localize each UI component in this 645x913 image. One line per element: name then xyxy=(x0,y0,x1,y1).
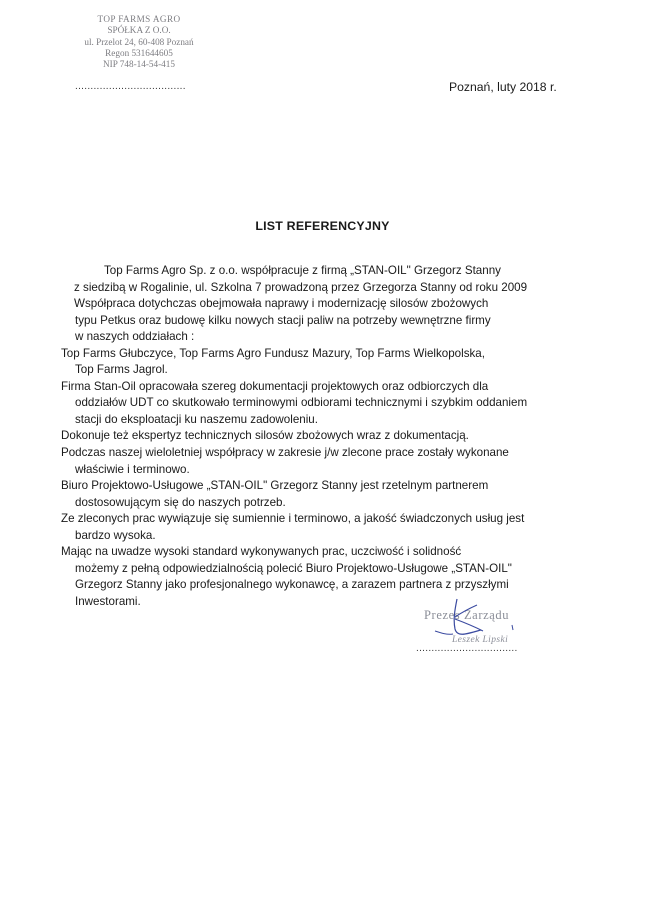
body-line: Współpraca dotychczas obejmowała naprawy i modernizację silosów zbożowych xyxy=(74,297,489,311)
body-line: dostosowującym się do naszych potrzeb. xyxy=(75,495,286,509)
signature-block xyxy=(395,595,555,665)
stamp-nip: NIP 748-14-54-415 xyxy=(103,59,175,70)
body-line: Inwestorami. xyxy=(75,594,141,608)
body-line: typu Petkus oraz budowę kilku nowych stacji paliw na potrzeby wewnętrzne firmy xyxy=(75,313,491,327)
body-line: Top Farms Głubczyce, Top Farms Agro Fundusz Mazury, Top Farms Wielkopolska, xyxy=(61,346,485,360)
body-line: z siedzibą w Rogalinie, ul. Szkolna 7 prowadzoną przez Grzegorza Stanny od roku 2009 xyxy=(74,280,528,294)
body-line: Ze zleconych prac wywiązuje się sumiennie i terminowo, a jakość świadczonych usług jest xyxy=(61,512,525,526)
signature-role-stamp: Prezes Zarządu xyxy=(424,608,510,622)
body-line: oddziałów UDT co skutkowało terminowymi odbiorami technicznymi i szybkim oddaniem xyxy=(75,396,528,410)
letter-title: LIST REFERENCYJNY xyxy=(255,219,390,233)
body-line: właściwie i terminowo. xyxy=(75,462,190,476)
stamp-regon: Regon 531644605 xyxy=(105,47,173,58)
body-line: Podczas naszej wieloletniej współpracy w zakresie j/w zlecone prace zostały wykonane xyxy=(61,446,509,460)
signature-name-stamp: Leszek Lipski xyxy=(452,635,509,645)
stamp-address: ul. Przelot 24, 60-408 Poznań xyxy=(84,36,194,47)
letter-date: Poznań, luty 2018 r. xyxy=(449,80,557,94)
body-line: Firma Stan-Oil opracowała szereg dokumentacji projektowych oraz odbiorczych dla xyxy=(61,379,489,393)
signature-dotted-line: ................................. xyxy=(416,643,518,654)
stamp-company-name: TOP FARMS AGRO xyxy=(97,14,181,24)
body-line: Grzegorz Stanny jako profesjonalnego wykonawcę, a zarazem partnera z przyszłymi xyxy=(75,578,509,592)
letter-body xyxy=(61,263,594,610)
body-line: możemy z pełną odpowiedzialnością polecić Biuro Projektowo-Usługowe „STAN-OIL" xyxy=(75,561,512,575)
body-line: stacji do eksploatacji ku naszemu zadowoleniu. xyxy=(75,412,318,426)
body-line: Biuro Projektowo-Usługowe „STAN-OIL" Grzegorz Stanny jest rzetelnym partnerem xyxy=(61,479,489,493)
body-line: Top Farms Jagrol. xyxy=(75,363,168,377)
stamp-dotted-line: .................................... xyxy=(75,81,186,92)
handwritten-signature xyxy=(395,595,555,665)
stamp-legal-form: SPÓŁKA Z O.O. xyxy=(107,25,171,36)
body-line: bardzo wysoka. xyxy=(75,528,156,542)
company-stamp xyxy=(72,14,206,70)
body-line: Mając na uwadze wysoki standard wykonywanych prac, uczciwość i solidność xyxy=(61,545,462,559)
body-line: w naszych oddziałach : xyxy=(75,330,195,344)
body-line: Dokonuje też ekspertyz technicznych silosów zbożowych wraz z dokumentacją. xyxy=(61,429,469,443)
body-line: Top Farms Agro Sp. z o.o. współpracuje z firmą „STAN-OIL" Grzegorz Stanny xyxy=(104,264,501,277)
